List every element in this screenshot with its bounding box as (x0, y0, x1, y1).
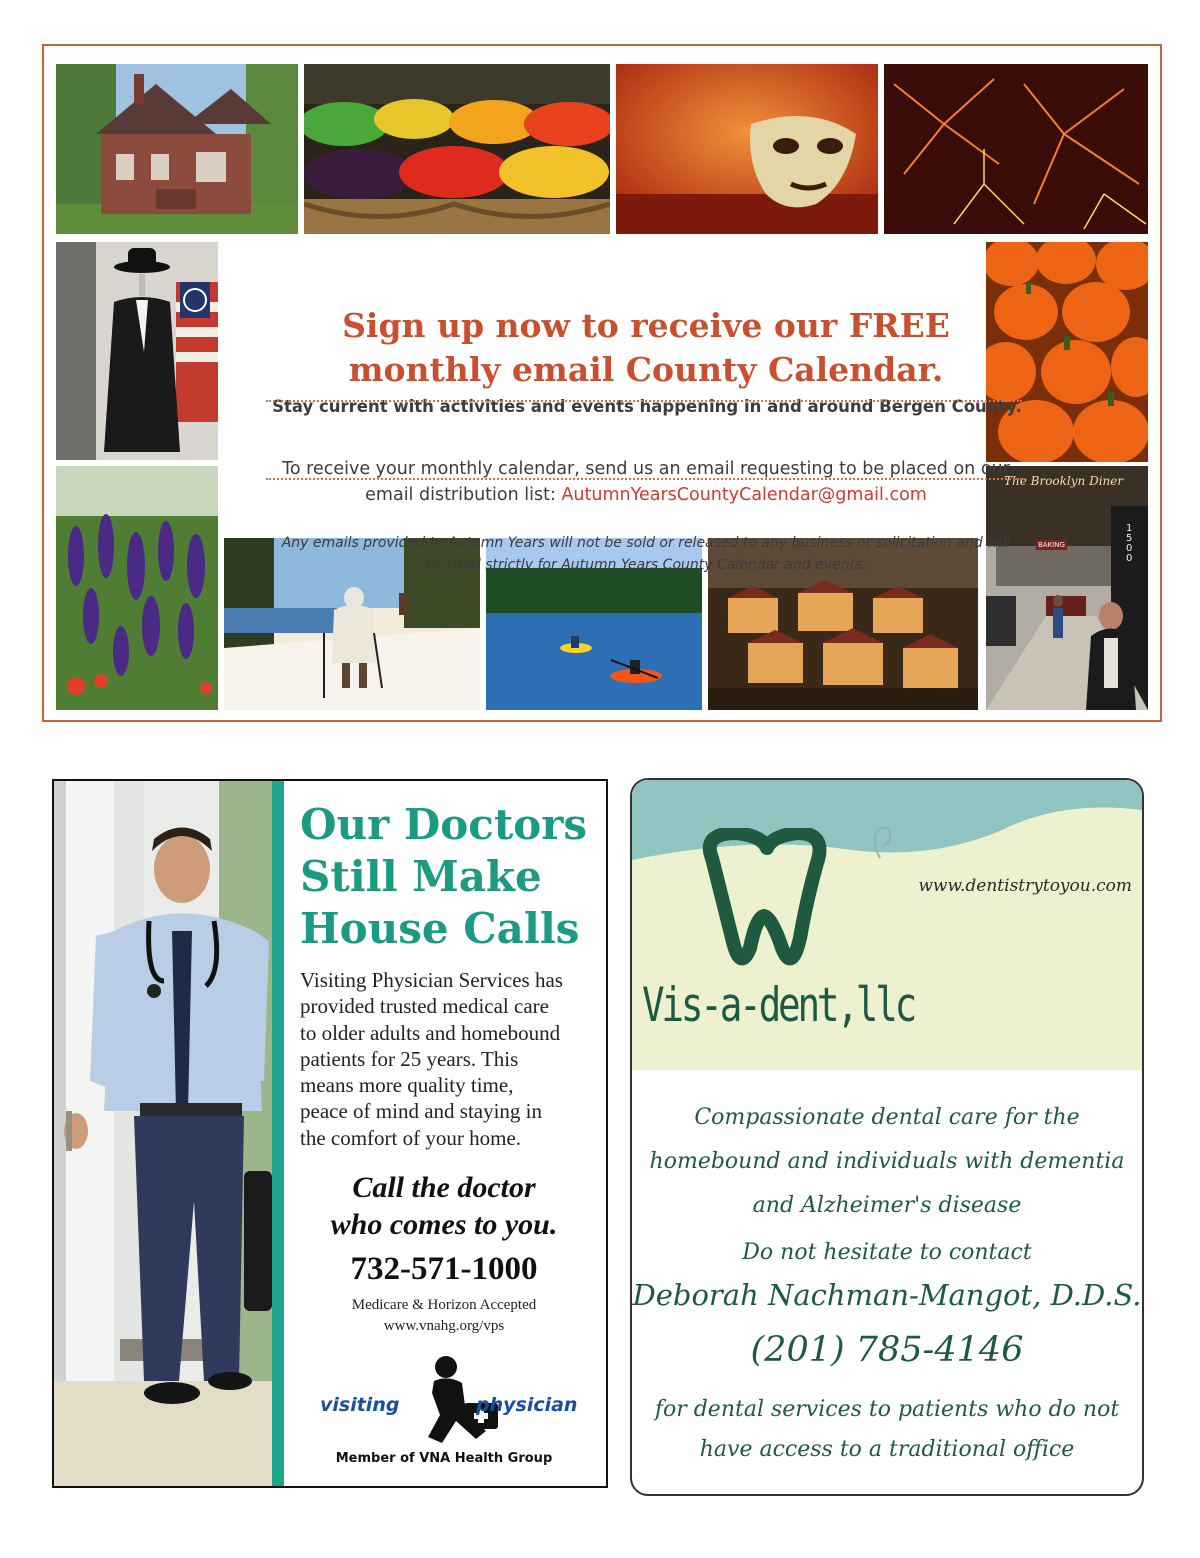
promo-headline: Sign up now to receive our FREE monthly email County Calendar. (342, 306, 950, 389)
dotted-divider (266, 400, 1022, 402)
doctor-house-calls-ad (52, 779, 608, 1488)
instructions-text: To receive your monthly calendar, send us an email requesting to be placed on our email distribution list: (282, 459, 1010, 505)
dentist-name: Deborah Nachman-Mangot, D.D.S. (632, 1278, 1142, 1312)
building-number: 1500 (1126, 523, 1133, 564)
closing-line: have access to a traditional office (699, 1437, 1075, 1462)
vegetable-market-photo (304, 64, 610, 234)
dentist-brand-name: Vis-a-dent,llc (642, 978, 915, 1033)
promo-email-link[interactable]: AutumnYearsCountyCalendar@gmail.com (561, 485, 927, 505)
dentist-tagline (632, 1096, 1142, 1228)
diner-baking-sign: BAKING (1038, 541, 1065, 549)
tooth-logo-icon (692, 828, 832, 978)
body-line: Visiting Physician Services has (300, 968, 563, 992)
fireworks-photo (884, 64, 1148, 234)
body-line: to older adults and homebound (300, 1020, 561, 1045)
call-to-action (294, 1169, 594, 1243)
floss-loop-icon (868, 822, 898, 862)
title-line: Still Make (300, 852, 542, 901)
promo-subhead: Stay current with activities and events happening in and around Bergen County. (272, 397, 1022, 416)
ad-body (300, 967, 596, 1151)
historic-costume-photo (56, 242, 218, 460)
tagline-line: and Alzheimer's disease (752, 1193, 1022, 1218)
closing-line: for dental services to patients who do not (654, 1397, 1120, 1422)
dotted-divider (266, 478, 1022, 480)
insurance-note: Medicare & Horizon Accepted (351, 1297, 537, 1313)
call-line: Call the doctor (352, 1171, 536, 1204)
promo-instructions (266, 456, 1026, 508)
title-line: Our Doctors (300, 800, 588, 849)
logo-word-visiting: visiting (320, 1394, 400, 1416)
member-note: Member of VNA Health Group (335, 1451, 553, 1466)
theater-mask-photo (616, 64, 878, 234)
logo-word-physician: physician (476, 1394, 578, 1416)
body-line: provided trusted medical care (300, 994, 549, 1019)
contact-intro: Do not hesitate to contact (742, 1240, 1032, 1265)
privacy-notice: Any emails provided to Autumn Years will not be sold or released to any business or solicitation and will be used strictly for Autumn Years County Calendar and events. (281, 535, 1011, 573)
body-line: peace of mind and staying in (300, 1099, 543, 1124)
purple-flowers-photo (56, 466, 218, 710)
dentist-phone-number[interactable]: (201) 785-4146 (750, 1330, 1024, 1370)
ad-title (300, 799, 600, 955)
tagline-line: homebound and individuals with dementia (649, 1149, 1125, 1174)
dentist-ad (630, 778, 1144, 1496)
accent-bar (272, 781, 284, 1486)
doctor-website-link[interactable]: www.vnahg.org/vps (383, 1318, 505, 1334)
dentist-closing (632, 1390, 1142, 1470)
calendar-promo (42, 44, 1162, 722)
victorian-house-photo (56, 64, 298, 234)
body-line: patients for 25 years. This (300, 1046, 519, 1071)
call-line: who comes to you. (330, 1208, 558, 1241)
body-line: means more quality time, (300, 1073, 514, 1098)
dentist-website-link[interactable]: www.dentistrytoyou.com (918, 876, 1132, 896)
doctor-phone-number[interactable]: 732-571-1000 (350, 1251, 538, 1287)
doctor-photo (54, 781, 272, 1486)
diner-sign: The Brooklyn Diner (1004, 474, 1124, 488)
title-line: House Calls (300, 904, 580, 953)
body-line: the comfort of your home. (300, 1125, 522, 1150)
tagline-line: Compassionate dental care for the (694, 1105, 1080, 1130)
